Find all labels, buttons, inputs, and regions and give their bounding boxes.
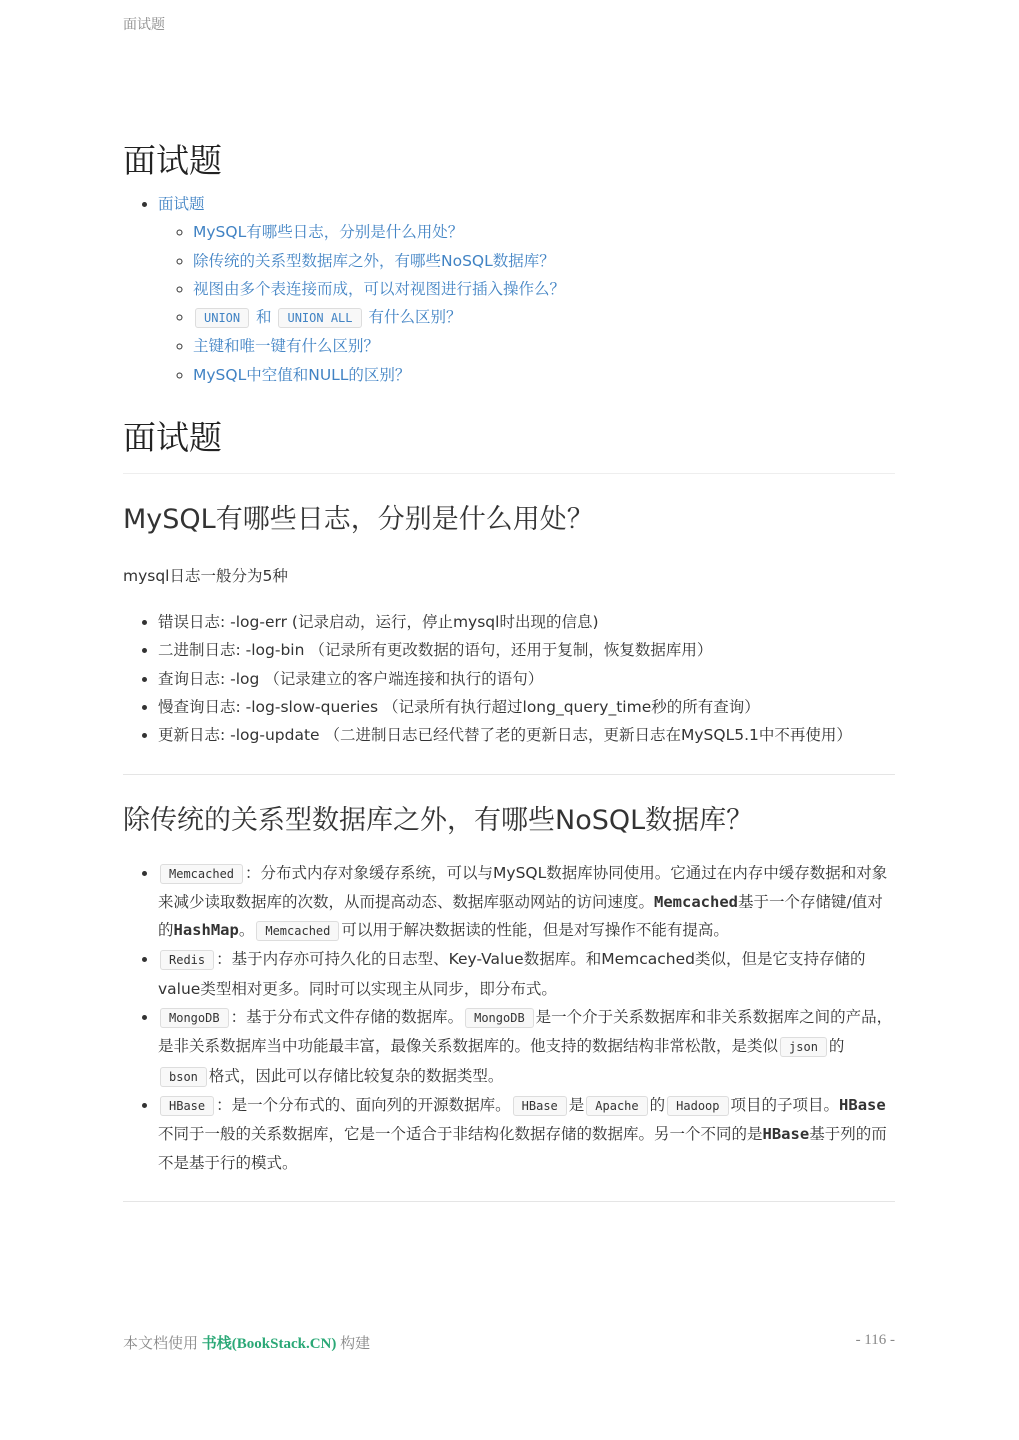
text-span: 慢查询日志: -log-slow-queries （记录所有执行超过long_query_time秒的所有查询） xyxy=(158,697,760,716)
q1-intro: mysql日志一般分为5种 xyxy=(123,567,288,586)
doc-title: 面试题 xyxy=(123,141,222,180)
toc-item xyxy=(158,190,895,389)
running-header: 面试题 xyxy=(123,17,165,33)
text-span: 有什么区别？ xyxy=(363,308,462,327)
text-span: 基于列的而不是基于行的模式。 xyxy=(158,1125,887,1172)
text-span: ：分布式内存对象缓存系统，可以与MySQL数据库协同使用。它通过在内存中缓存数据和对象来减少读取数据库的次数，从而提高动态、数据库驱动网站的访问速度。 xyxy=(158,863,888,911)
toc-link-root[interactable]: 面试题 xyxy=(158,195,205,213)
inline-code: Memcached xyxy=(160,864,243,884)
q2-heading: 除传统的关系型数据库之外，有哪些NoSQL数据库？ xyxy=(123,804,754,836)
inline-code: Hadoop xyxy=(667,1096,728,1116)
list-item xyxy=(158,665,895,693)
inline-code: HBase xyxy=(160,1096,214,1116)
list-item xyxy=(158,1003,895,1091)
list-item xyxy=(158,693,895,721)
list-item xyxy=(158,608,895,636)
toc-link[interactable] xyxy=(193,252,555,270)
text-span: 更新日志: -log-update （二进制日志已经代替了老的更新日志，更新日志在MySQL5.1中不再使用） xyxy=(158,726,852,745)
text-span: ：基于内存亦可持久化的日志型、Key-Value数据库。和Memcached类似，但是它支持存储的value类型相对更多。同时可以实现主从同步，即分布式。 xyxy=(158,950,866,998)
toc-item xyxy=(193,275,895,303)
footer-suffix: 构建 xyxy=(336,1336,371,1352)
text-span: 查询日志: -log （记录建立的客户端连接和执行的语句） xyxy=(158,669,544,688)
text-span: 项目的子项目。 xyxy=(730,1095,840,1114)
footer-prefix: 本文档使用 xyxy=(123,1336,202,1352)
footer xyxy=(123,1332,895,1353)
q1-list xyxy=(123,608,895,749)
text-span: 主键和唯一键有什么区别？ xyxy=(193,337,380,356)
toc-link[interactable] xyxy=(193,223,463,241)
inline-code: json xyxy=(780,1037,827,1057)
text-span: ：基于分布式文件存储的数据库。 xyxy=(230,1008,464,1027)
text-span: 的 xyxy=(649,1095,666,1114)
divider xyxy=(123,1201,895,1202)
content xyxy=(123,138,895,1202)
text-span: ：是一个分布式的、面向列的开源数据库。 xyxy=(216,1095,511,1114)
list-item xyxy=(158,945,895,1003)
toc-item xyxy=(193,218,895,246)
footer-brand-link[interactable]: 书栈(BookStack.CN) xyxy=(201,1336,337,1352)
list-item xyxy=(158,1091,895,1177)
table-of-contents xyxy=(123,190,895,389)
text-span: 是 xyxy=(568,1095,585,1114)
text-span: 不同于一般的关系数据库，它是一个适合于非结构化数据存储的数据库。另一个不同的是 xyxy=(158,1125,763,1144)
toc-link[interactable] xyxy=(193,308,461,326)
text-span: 。 xyxy=(238,921,255,940)
inline-code: bson xyxy=(160,1067,207,1087)
page-number: - 116 - xyxy=(855,1332,895,1348)
inline-code: UNION ALL xyxy=(278,308,361,328)
inline-code: UNION xyxy=(195,308,249,328)
inline-code: Apache xyxy=(586,1096,647,1116)
inline-code: MongoDB xyxy=(465,1008,534,1028)
text-span: 错误日志: -log-err (记录启动，运行，停止mysql时出现的信息) xyxy=(158,613,599,632)
text-span: 二进制日志: -log-bin （记录所有更改数据的语句，还用于复制，恢复数据库用） xyxy=(158,641,713,660)
text-span: 基于一个存储键/值对的 xyxy=(158,892,883,940)
text-span: 可以用于解决数据读的性能，但是对写操作不能有提高。 xyxy=(341,921,729,940)
text-span: 格式，因此可以存储比较复杂的数据类型。 xyxy=(208,1066,504,1085)
bold-term: Memcached xyxy=(654,892,739,911)
bold-term: HBase xyxy=(762,1125,810,1144)
section-title: 面试题 xyxy=(123,415,895,474)
toc-link[interactable] xyxy=(193,366,410,384)
list-item xyxy=(158,859,895,946)
text-span: 是一个介于关系数据库和非关系数据库之间的产品，是非关系数据库当中功能最丰富，最像关系数据库的。他支持的数据结构非常松散，是类似 xyxy=(158,1008,893,1056)
bold-term: HashMap xyxy=(173,921,239,940)
text-span: 视图由多个表连接而成，可以对视图进行插入操作么？ xyxy=(193,279,566,298)
q1-heading: MySQL有哪些日志，分别是什么用处？ xyxy=(123,504,594,536)
inline-code: MongoDB xyxy=(160,1008,229,1028)
bold-term: HBase xyxy=(839,1095,886,1114)
divider xyxy=(123,774,895,775)
inline-code: HBase xyxy=(513,1096,567,1116)
text-span: MySQL中空值和NULL的区别？ xyxy=(193,365,411,384)
text-span: 和 xyxy=(251,308,277,327)
inline-code: Memcached xyxy=(256,921,339,941)
toc-sublist xyxy=(158,218,895,389)
list-item xyxy=(158,636,895,664)
text-span: 的 xyxy=(828,1037,845,1056)
toc-item xyxy=(193,361,895,389)
text-span: MySQL有哪些日志，分别是什么用处？ xyxy=(193,223,464,242)
inline-code: Redis xyxy=(160,950,214,970)
toc-link[interactable] xyxy=(193,337,379,355)
text-span: 除传统的关系型数据库之外，有哪些NoSQL数据库？ xyxy=(193,251,555,270)
q2-list xyxy=(123,859,895,1177)
toc-link[interactable] xyxy=(193,280,565,298)
toc-item xyxy=(193,332,895,360)
toc-item xyxy=(193,247,895,275)
list-item xyxy=(158,721,895,749)
toc-item xyxy=(193,303,895,332)
